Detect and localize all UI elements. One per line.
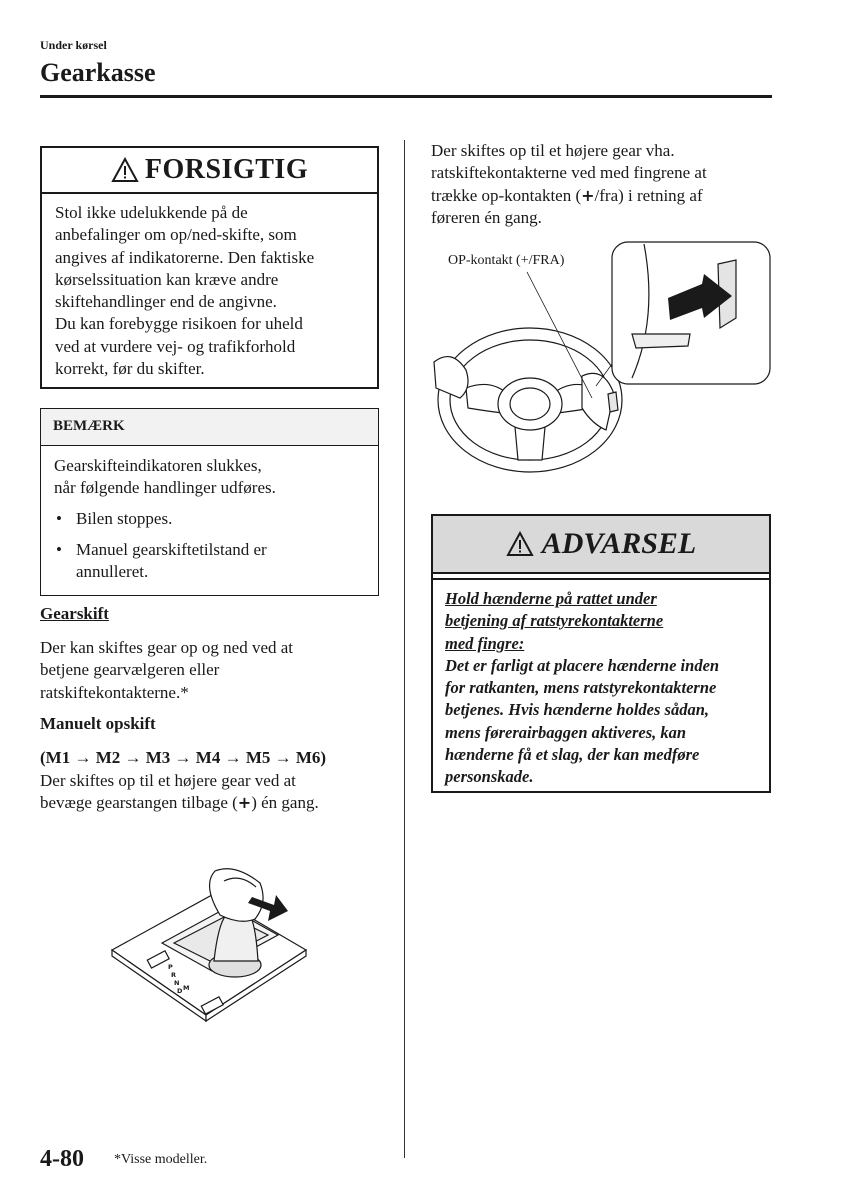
warning-triangle-icon bbox=[111, 157, 139, 183]
note-body bbox=[41, 446, 378, 583]
gear-sequence: (M1 → M2 → M3 → M4 → M5 → M6) bbox=[40, 748, 327, 767]
figure-label: OP-kontakt (+/FRA) bbox=[448, 253, 565, 268]
title-rule bbox=[40, 95, 772, 98]
caution-line: anbefalinger om op/ned-skifte, som bbox=[55, 225, 297, 245]
caution-body bbox=[42, 194, 377, 388]
shift-letter-m: M bbox=[183, 984, 190, 992]
shift-letter-n: N bbox=[174, 979, 180, 987]
text-fragment: /fra) i retning af bbox=[594, 185, 703, 205]
warning-inner bbox=[433, 578, 769, 797]
page-number: 4-80 bbox=[40, 1146, 84, 1172]
text-line: betjene gearvælgeren eller bbox=[40, 660, 220, 680]
text-line: ratskiftekontakterne.* bbox=[40, 682, 189, 702]
caution-header bbox=[42, 148, 377, 194]
note-header: BEMÆRK bbox=[41, 409, 378, 446]
note-bullet bbox=[54, 539, 365, 583]
gearskift-paragraph bbox=[40, 637, 293, 704]
bullet-dot-icon: • bbox=[56, 540, 62, 559]
manual-upshift-heading: Manuelt opskift bbox=[40, 714, 156, 733]
warning-triangle-icon bbox=[506, 531, 534, 557]
note-bullet-text bbox=[76, 539, 365, 583]
note-box bbox=[40, 408, 379, 596]
text-line bbox=[431, 185, 707, 207]
section-label: Under kørsel bbox=[40, 38, 107, 52]
warning-body bbox=[433, 580, 769, 797]
caution-line: skiftehandlinger end de angivne. bbox=[55, 292, 277, 312]
steering-wheel-illustration bbox=[432, 238, 774, 496]
caution-line: Du kan forebygge risikoen for uheld bbox=[55, 314, 303, 334]
warning-underlined-line: betjening af ratstyrekontakterne bbox=[445, 611, 664, 631]
warning-title: ADVARSEL bbox=[541, 527, 697, 560]
column-divider bbox=[404, 140, 405, 1158]
warning-box bbox=[431, 514, 771, 793]
warning-line: hænderne få et slag, der kan medføre bbox=[445, 745, 700, 765]
paddle-shift-paragraph bbox=[431, 140, 707, 229]
warning-line: personskade. bbox=[445, 767, 534, 787]
text-line: Der kan skiftes gear op og ned ved at bbox=[40, 638, 294, 657]
bullet-dot-icon: • bbox=[56, 509, 62, 528]
gear-lever-illustration bbox=[110, 855, 310, 1045]
gearskift-heading: Gearskift bbox=[40, 604, 109, 623]
text-line: ratskiftekontakterne ved med fingrene at bbox=[431, 163, 707, 183]
text-fragment: trække op-kontakten ( bbox=[431, 185, 582, 205]
note-bullet bbox=[54, 508, 365, 530]
caution-title: FORSIGTIG bbox=[144, 154, 309, 185]
plus-icon: + bbox=[581, 185, 595, 205]
text-line bbox=[40, 792, 319, 814]
shift-letter-p: P bbox=[168, 963, 173, 971]
warning-underlined-line: med fingre: bbox=[445, 633, 525, 653]
shift-letter-d: D bbox=[177, 987, 183, 995]
note-bullet-text: Bilen stoppes. bbox=[76, 509, 173, 528]
text-line: Der skiftes op til et højere gear vha. bbox=[431, 141, 675, 160]
plus-icon: + bbox=[237, 793, 252, 813]
caution-line: korrekt, før du skifter. bbox=[55, 359, 205, 379]
note-bullet-line: Manuel gearskiftetilstand er bbox=[76, 540, 267, 559]
note-intro: når følgende handlinger udføres. bbox=[54, 478, 276, 497]
text-fragment: bevæge gearstangen tilbage ( bbox=[40, 793, 238, 813]
warning-header bbox=[433, 516, 769, 574]
manual-upshift-paragraph bbox=[40, 770, 319, 815]
warning-line: mens førerairbaggen aktiveres, kan bbox=[445, 722, 687, 742]
warning-line: for ratkanten, mens ratstyrekontakterne bbox=[445, 678, 717, 698]
caution-line: ved at vurdere vej- og trafikforhold bbox=[55, 336, 296, 356]
footnote: *Visse modeller. bbox=[114, 1152, 208, 1167]
shift-letter-r: R bbox=[171, 971, 177, 979]
caution-line: angives af indikatorerne. Den faktiske bbox=[55, 247, 315, 267]
text-line: føreren én gang. bbox=[431, 207, 542, 227]
text-fragment: ) én gang. bbox=[251, 793, 319, 813]
caution-line: Stol ikke udelukkende på de bbox=[55, 203, 248, 222]
warning-line: Det er farligt at placere hænderne inden bbox=[445, 655, 720, 675]
warning-underlined-line: Hold hænderne på rattet under bbox=[445, 589, 657, 608]
warning-line: betjenes. Hvis hænderne holdes sådan, bbox=[445, 700, 710, 720]
text-line: Der skiftes op til et højere gear ved at bbox=[40, 771, 296, 790]
caution-box bbox=[40, 146, 379, 389]
caution-line: kørselssituation kan kræve andre bbox=[55, 269, 279, 289]
page-title: Gearkasse bbox=[40, 58, 156, 87]
note-bullet-line: annulleret. bbox=[76, 562, 149, 581]
note-intro: Gearskifteindikatoren slukkes, bbox=[54, 456, 262, 475]
